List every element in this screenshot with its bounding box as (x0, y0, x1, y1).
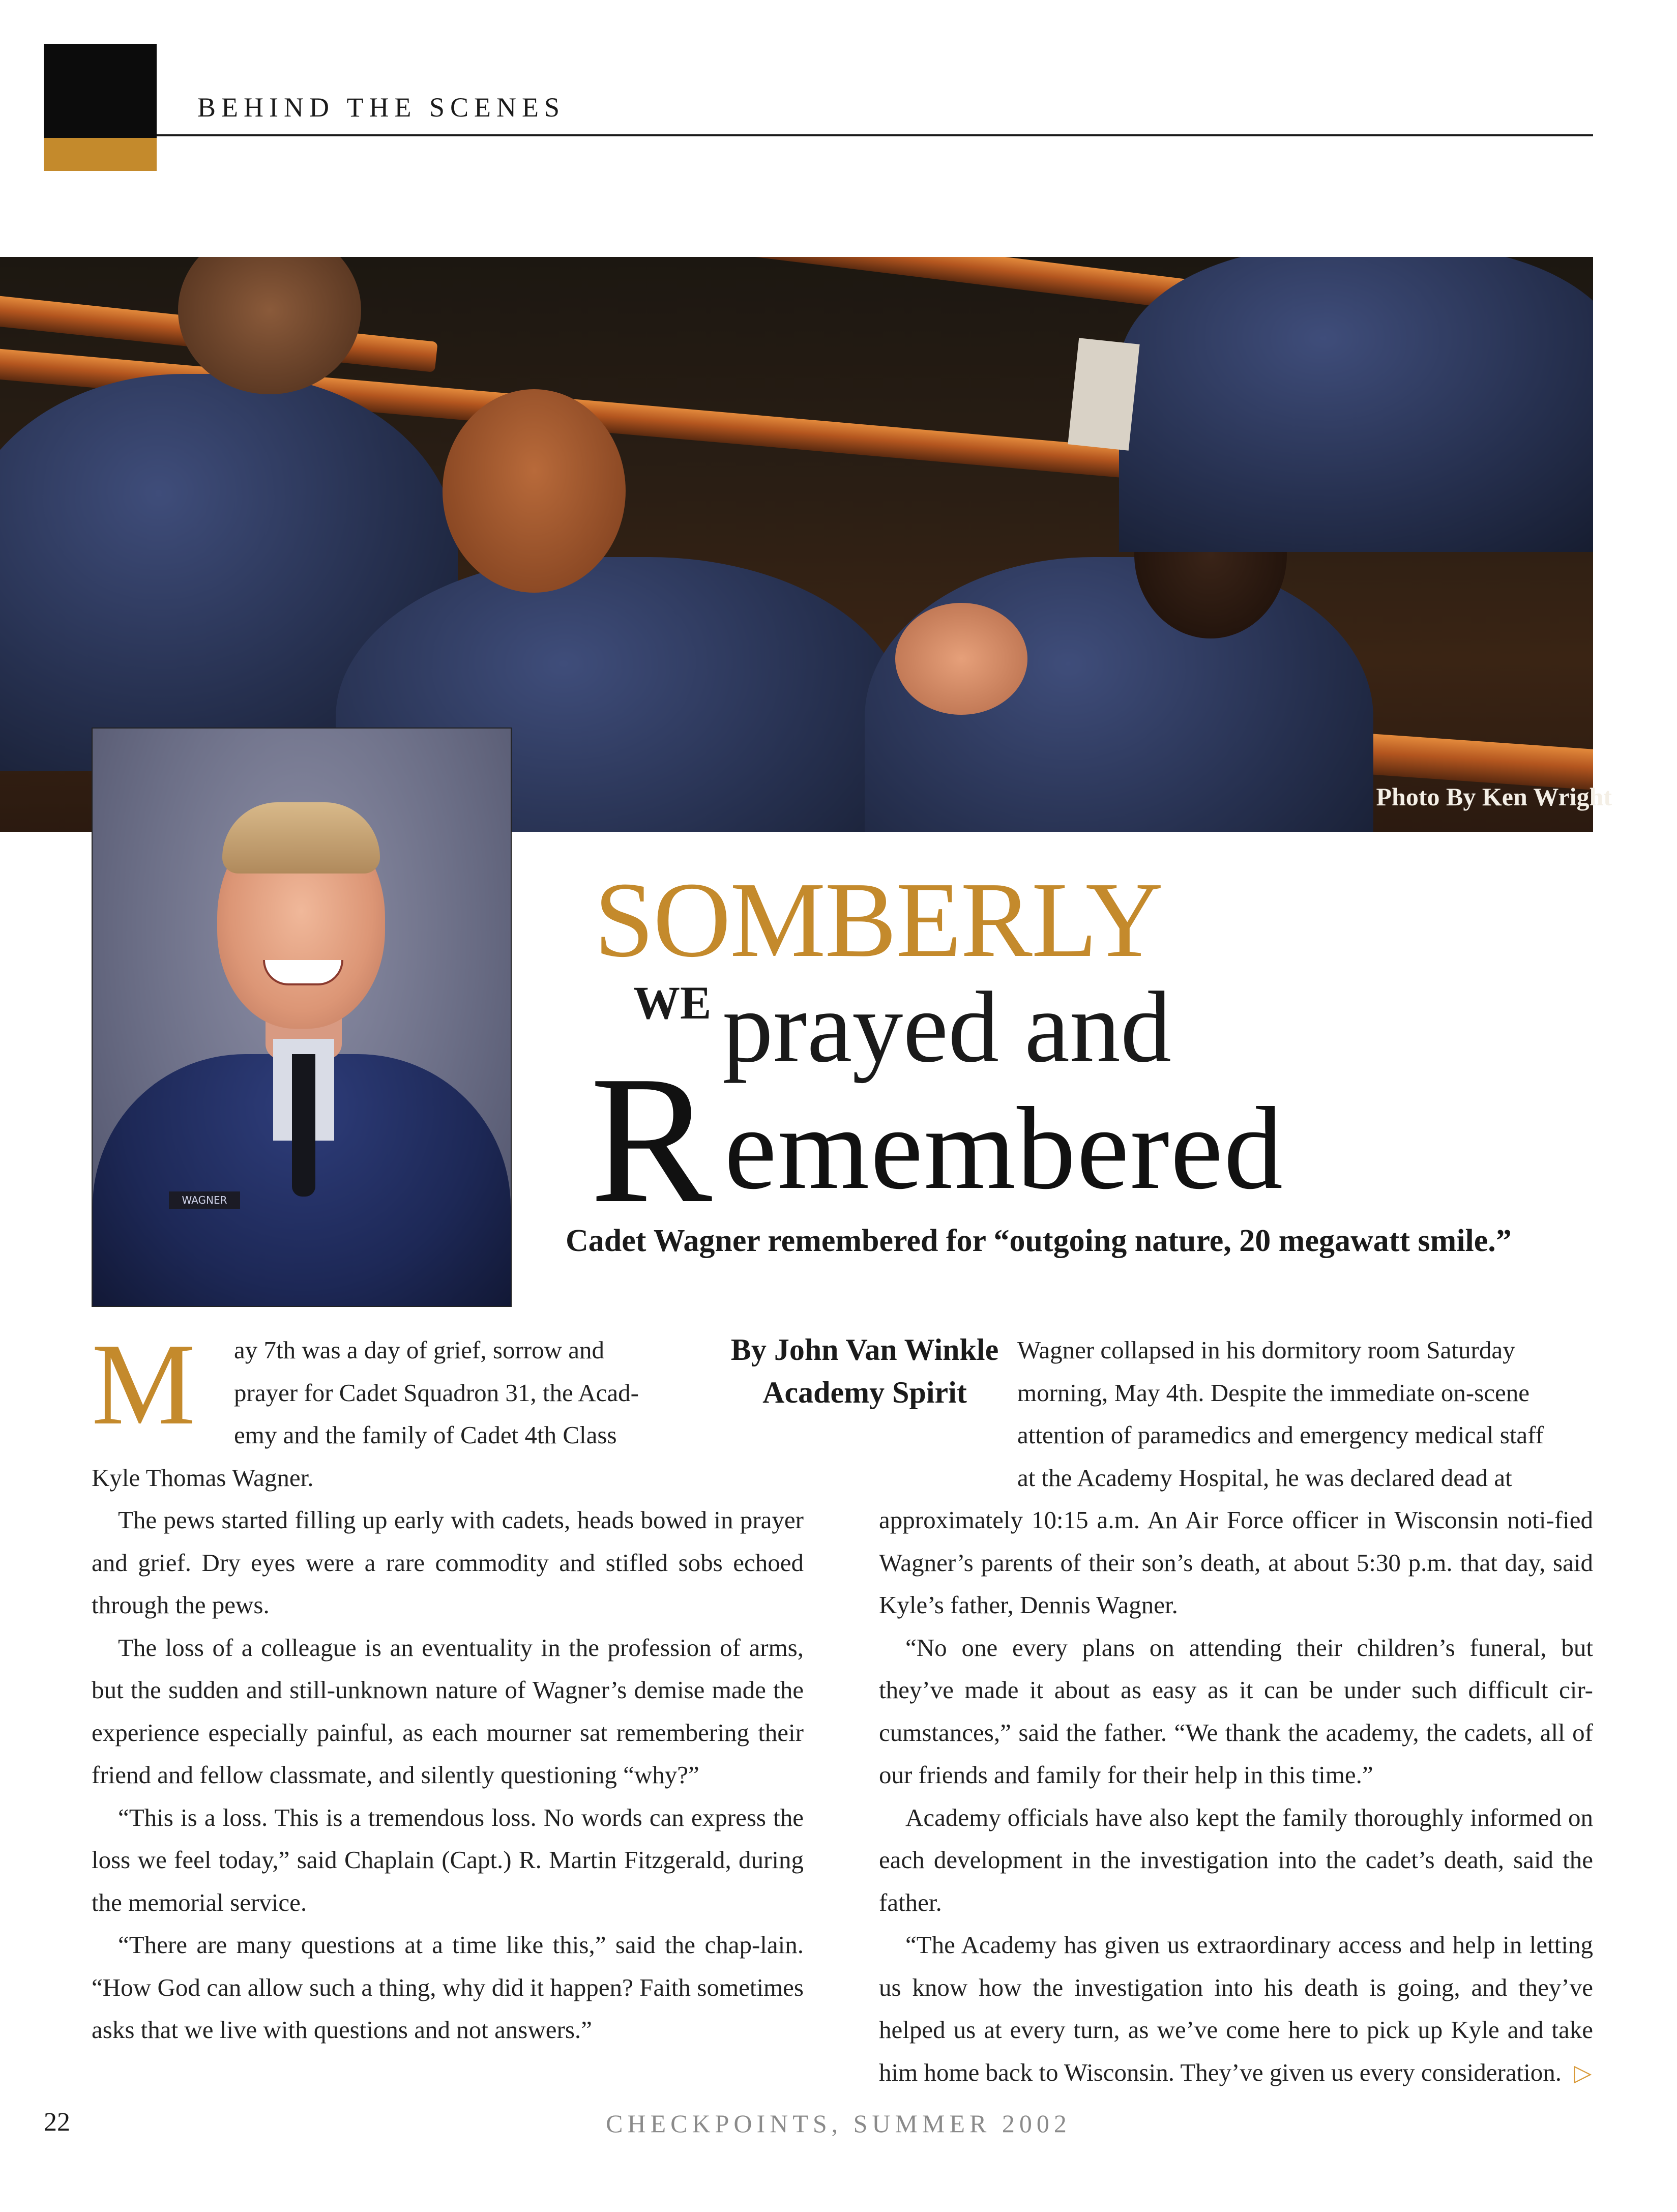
section-label: BEHIND THE SCENES (197, 92, 566, 123)
lead-line: attention of paramedics and emergency medical staff (1017, 1421, 1544, 1449)
publication-footer: CHECKPOINTS, SUMMER 2002 (606, 2109, 1071, 2138)
paragraph-text: “The Academy has given us extraordinary access and help in letting us know how the investigation into his death is going, and they’ve helped us at every turn, as we’ve come here to pick up Kyle and take him home back to Wisconsin. They’ve given us every consideration. (879, 1931, 1593, 2086)
paragraph: The pews started filling up early with cadets, heads bowed in prayer and grief. Dry eyes were a rare commodity and stifled sobs echoed through the pews. (92, 1506, 804, 1619)
page-number: 22 (44, 2108, 70, 2137)
byline-author: By John Van Winkle (730, 1333, 999, 1366)
lead-line: Wagner collapsed in his dormitory room Saturday (1017, 1336, 1515, 1364)
paragraph: The loss of a colleague is an eventuality in the profession of arms, but the sudden and still-unknown nature of Wagner’s demise made the experience especially painful, as each mourner sat remembering their friend and fellow classmate, and silently questioning “why?” (92, 1633, 804, 1789)
paragraph: Academy officials have also kept the family thoroughly informed on each development in the investigation into the cadet’s death, said the father. (879, 1803, 1593, 1916)
cadet-figure (1119, 257, 1593, 552)
lead-line: emy and the family of Cadet 4th Class (234, 1421, 617, 1449)
program-sheet (1068, 338, 1139, 450)
continued-arrow-icon: ▷ (1574, 2059, 1592, 2086)
drop-cap: M (92, 1319, 196, 1449)
lead-line: at the Academy Hospital, he was declared dead at (1017, 1463, 1512, 1492)
portrait-photo (92, 727, 512, 1307)
portrait-smile (263, 960, 343, 985)
paragraph: “This is a loss. This is a tremendous loss. No words can express the loss we feel today,” said Chaplain (Capt.) R. Martin Fitzgerald, during the memorial service. (92, 1803, 804, 1916)
lead-end: approximately 10:15 a.m. An Air Force officer in Wisconsin noti-fied Wagner’s parents of their son’s death, at about 5:30 p.m. that day, said Kyle’s father, Dennis Wagner. (879, 1506, 1593, 1619)
hand-on-shoulder (895, 603, 1027, 715)
headline-line-2: prayed and (722, 971, 1171, 1084)
subheadline: Cadet Wagner remembered for “outgoing nature, 20 megawatt smile.” (566, 1224, 1512, 1258)
paragraph: “No one every plans on attending their children’s funeral, but they’ve made it about as easy as it can be under such difficult cir-cumstances,” said the father. “We thank the academy, the cadets, all of our friends and family for their help in this time.” (879, 1633, 1593, 1789)
section-marker-block (44, 44, 157, 138)
portrait-nametag: WAGNER (169, 1191, 240, 1209)
header-rule (157, 134, 1593, 136)
lead-end: Kyle Thomas Wagner. (92, 1463, 314, 1492)
photo-credit: Photo By Ken Wright (1376, 782, 1612, 811)
headline-we: WE (633, 977, 712, 1029)
paragraph (879, 1924, 1593, 2094)
byline-org: Academy Spirit (762, 1375, 967, 1409)
lead-line: morning, May 4th. Despite the immediate on-scene (1017, 1378, 1529, 1407)
portrait-tie (292, 1054, 315, 1197)
headline-line-1: SOMBERLY (594, 860, 1163, 979)
cadet-head (443, 389, 626, 593)
body-column-2 (879, 1329, 1593, 2094)
headline-initial: R (590, 1038, 713, 1241)
headline-line-3: emembered (724, 1083, 1284, 1214)
section-marker-accent (44, 138, 157, 171)
paragraph: “There are many questions at a time like this,” said the chap-lain. “How God can allow such a thing, why did it happen? Faith sometimes asks that we live with questions and not answers.” (92, 1931, 804, 2044)
portrait-hair (222, 802, 380, 874)
lead-line: prayer for Cadet Squadron 31, the Acad- (234, 1378, 639, 1407)
body-column-1 (92, 1329, 804, 2051)
lead-line: ay 7th was a day of grief, sorrow and (234, 1336, 604, 1364)
